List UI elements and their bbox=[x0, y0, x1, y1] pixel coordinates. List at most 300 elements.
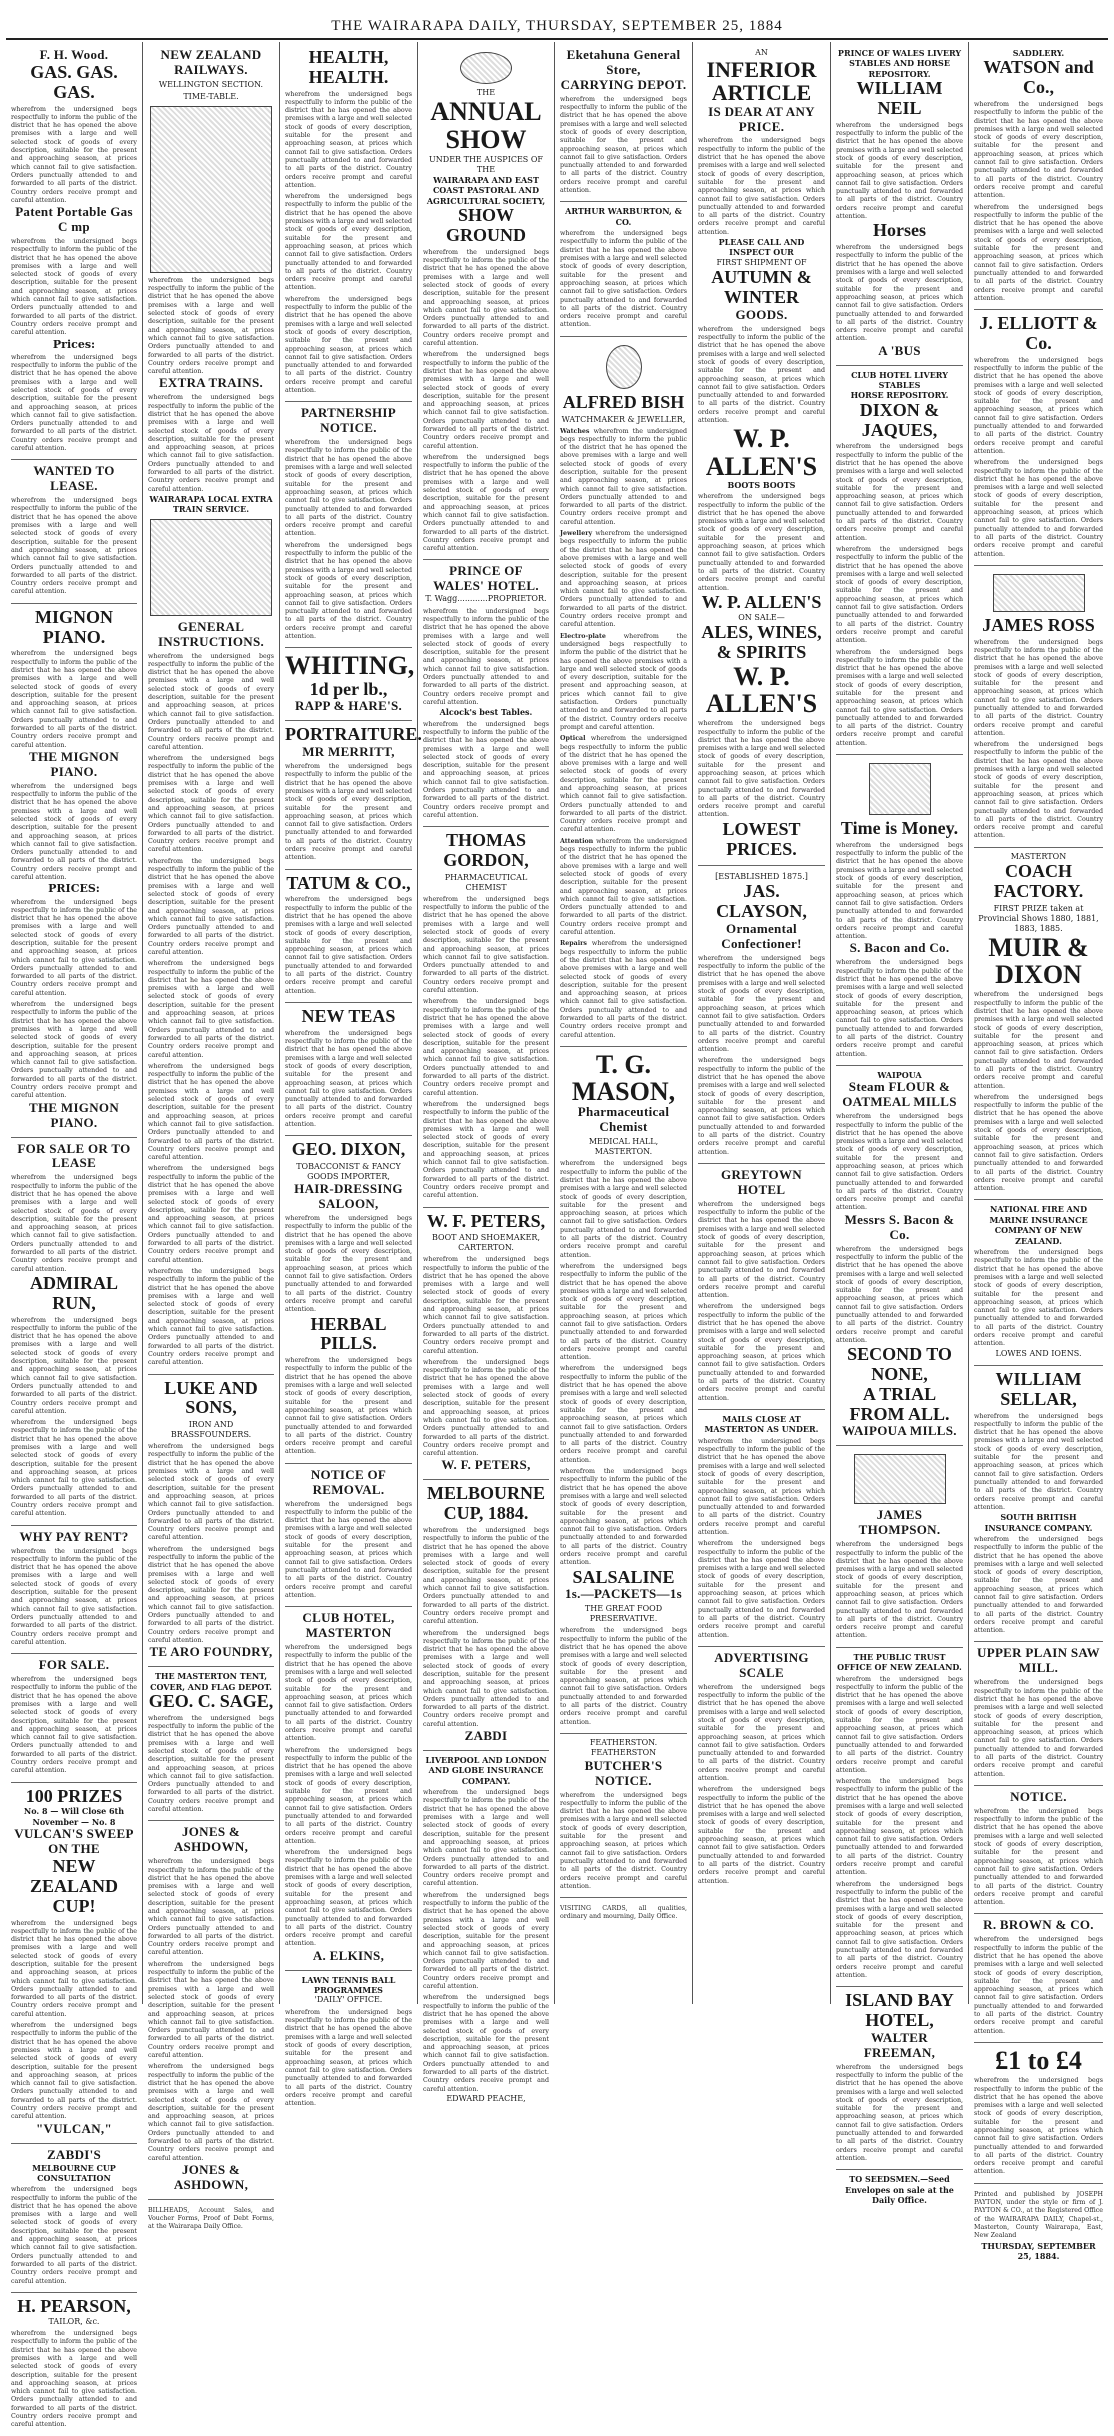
ad-heading: Eketahuna General Store, bbox=[566, 47, 681, 77]
ad-body: BILLHEADS, Account Sales, and Voucher Forms, Proof of Debt Forms, at the Wairarapa Daily Office. bbox=[148, 2206, 274, 2231]
ad-body: wherefrom the undersigned begs respectfully to inform the public of the district that he has opened the above premises with a large and well selected stock of goods of every description, suitable for the present and approaching season, at prices which cannot fail to give satisfaction. Orders punctually attended to and forwarded to all parts of the district. Country orders receive prompt and careful attention. bbox=[836, 1541, 963, 1640]
column-3 bbox=[280, 42, 422, 2108]
ad-heading: ALES, WINES, & SPIRITS bbox=[701, 622, 822, 662]
ad-body: VISITING CARDS, all qualities, ordinary and mourning, Daily Office. bbox=[560, 1905, 687, 1921]
waipoua-mills-ad bbox=[836, 1066, 963, 1446]
ad-heading: £1 to £4 bbox=[995, 2045, 1082, 2075]
ad-body: wherefrom the undersigned begs respectfully to inform the public of the district that he has opened the above premises with a large and well selected stock of goods of every description, suitable for the present and approaching season, at prices which cannot fail to give satisfaction. Orders punctually attended to and forwarded to all parts of the district. Country orders receive prompt and careful attention. bbox=[11, 2022, 137, 2121]
ad-body: wherefrom the undersigned begs respectfully to inform the public of the district that he has opened the above premises with a large and well selected stock of goods of every description, suitable for the present and approaching season, at prices which cannot fail to give satisfaction. Orders punctually attended to and forwarded to all parts of the district. Country orders receive prompt and careful attention. bbox=[698, 325, 825, 424]
ad-heading: NEW ZEALAND RAILWAYS. bbox=[160, 47, 262, 77]
ad-body: wherefrom the undersigned begs respectfully to inform the public of the district that he has opened the above premises with a large and well selected stock of goods of every description, suitable for the present and approaching season, at prices which cannot fail to give satisfaction. Orders punctually attended to and forwarded to all parts of the district. Country orders receive prompt and careful attention. bbox=[11, 2186, 137, 2285]
notice-ad bbox=[974, 1786, 1103, 1915]
ad-heading: J. ELLIOTT & Co. bbox=[979, 313, 1098, 353]
ad-body: wherefrom the undersigned begs respectfully to inform the public of the district that he has opened the above premises with a large and well selected stock of goods of every description, suitable for the present and approaching season, at prices which cannot fail to give satisfaction. Orders punctually attended to and forwarded to all parts of the district. Country orders receive prompt and careful attention. bbox=[11, 353, 137, 452]
ad-heading: NEW TEAS bbox=[301, 1005, 396, 1026]
ad-heading: DIXON & JAQUES, bbox=[859, 399, 940, 440]
ad-line: LIVERPOOL AND LONDON AND GLOBE INSURANCE COMPANY. bbox=[425, 1755, 547, 1786]
ad-body: wherefrom the undersigned begs respectfully to inform the public of the district that he has opened the above premises with a large and well selected stock of goods of every description, suitable for the present and approaching season, at prices which cannot fail to give satisfaction. Orders punctually attended to and forwarded to all parts of the district. Country orders receive prompt and careful attention. bbox=[974, 1093, 1103, 1193]
ad-line: WAIPOUA bbox=[877, 1069, 922, 1080]
ad-heading: S. Bacon and Co. bbox=[849, 940, 950, 956]
luke-ad bbox=[148, 1375, 274, 1668]
ad-body: wherefrom the undersigned begs respectfully to inform the public of the district that he has opened the above premises with a large and well selected stock of goods of every description, suitable for the present and approaching season, at prices which cannot fail to give satisfaction. Orders punctually attended to and forwarded to all parts of the district. Country orders receive prompt and careful attention. bbox=[698, 1683, 825, 1782]
mason-ad bbox=[560, 1047, 687, 1734]
imprint bbox=[974, 2184, 1103, 2268]
ad-body: wherefrom the undersigned begs respectfully to inform the public of the district that he has opened the above premises with a large and well selected stock of goods of every description, suitable for the present and approaching season, at prices which cannot fail to give satisfaction. Orders punctually attended to and forwarded to all parts of the district. Country orders receive prompt and careful attention. bbox=[11, 2330, 137, 2429]
vulcan-ad bbox=[11, 1783, 137, 2144]
ad-body: wherefrom the undersigned begs respectfully to inform the public of the district that he has opened the above premises with a large and well selected stock of goods of every description, suitable for the present and approaching season, at prices which cannot fail to give satisfaction. Orders punctually attended to and forwarded to all parts of the district. Country orders receive prompt and careful attention. bbox=[285, 1357, 412, 1456]
elliott-ad bbox=[974, 310, 1103, 566]
ad-body: wherefrom the undersigned begs respectfully to inform the public of the district that he has opened the above premises with a large and well selected stock of goods of every description, suitable for the present and approaching season, at prices which cannot fail to give satisfaction. Orders punctually attended to and forwarded to all parts of the district. Country orders receive prompt and careful attention. bbox=[148, 857, 274, 956]
ad-line: FIRST PRIZE taken at Provincial Shows 1880, 1881, 1883, 1885. bbox=[978, 903, 1099, 933]
ad-heading: A 'BUS bbox=[878, 342, 921, 358]
brown-ad bbox=[974, 1914, 1103, 2043]
ad-line: LOWES AND IOENS. bbox=[995, 1348, 1082, 1358]
ad-heading: CLUB HOTEL, MASTERTON bbox=[302, 1610, 395, 1641]
section-label: Electro-plate bbox=[560, 632, 606, 640]
ad-body: wherefrom the undersigned begs respectfully to inform the public of the district that he has opened the above premises with a large and well selected stock of goods of every description, suitable for the present and approaching season, at prices which cannot fail to give satisfaction. Orders punctually attended to and forwarded to all parts of the district. Country orders receive prompt and careful attention. bbox=[423, 351, 549, 450]
ad-body: wherefrom the undersigned begs respectfully to inform the public of the district that he has opened the above premises with a large and well selected stock of goods of every description, suitable for the present and approaching season, at prices which cannot fail to give satisfaction. Orders punctually attended to and forwarded to all parts of the district. Country orders receive prompt and careful attention. bbox=[148, 652, 274, 751]
ad-body: wherefrom the undersigned begs respectfully to inform the public of the district that he has opened the above premises with a large and well selected stock of goods of every description, suitable for the present and approaching season, at prices which cannot fail to give satisfaction. Orders punctually attended to and forwarded to all parts of the district. Country orders receive prompt and careful attention. bbox=[836, 244, 963, 343]
ad-heading: WHY PAY RENT? bbox=[19, 1528, 129, 1544]
ad-body: wherefrom the undersigned begs respectfully to inform the public of the district that he has opened the above premises with a large and well selected stock of goods of every description, suitable for the present and approaching season, at prices which cannot fail to give satisfaction. Orders punctually attended to and forwarded to all parts of the district. Country orders receive prompt and careful attention. bbox=[148, 1858, 274, 1957]
bish-ad bbox=[560, 337, 687, 1047]
ad-heading: NOTICE OF REMOVAL. bbox=[310, 1466, 387, 1497]
ad-body: wherefrom the undersigned begs respectfully to inform the public of the district that he has opened the above premises with a large and well selected stock of goods of every description, suitable for the present and approaching season, at prices which cannot fail to give satisfaction. Orders punctually attended to and forwarded to all parts of the district. Country orders receive prompt and careful attention. bbox=[285, 541, 412, 640]
ad-body: wherefrom the undersigned begs respectfully to inform the public of the district that he has opened the above premises with a large and well selected stock of goods of every description, suitable for the present and approaching season, at prices which cannot fail to give satisfaction. Orders punctually attended to and forwarded to all parts of the district. Country orders receive prompt and careful attention. bbox=[285, 1644, 412, 1743]
ad-text: wherefrom the undersigned begs respectfully to inform the public of the district that he has opened the above premises with a large and well selected stock of goods of every description, suitable for the present and approaching season, at prices which cannot fail to give satisfaction. Orders punctually attended to and forwarded to all parts of the district. Country orders receive prompt and careful attention. bbox=[560, 427, 687, 526]
ad-heading: THOMAS GORDON, bbox=[443, 830, 529, 871]
ad-body: wherefrom the undersigned begs respectfully to inform the public of the district that he has opened the above premises with a large and well selected stock of goods of every description, suitable for the present and approaching season, at prices which cannot fail to give satisfaction. Orders punctually attended to and forwarded to all parts of the district. Country orders receive prompt and careful attention. bbox=[836, 1113, 963, 1212]
bacon-time-ad bbox=[836, 755, 963, 1066]
prince-hotel-ad bbox=[423, 560, 549, 827]
ad-heading: Pharmaceutical Chemist bbox=[577, 1104, 670, 1135]
ad-heading: AUTUMN & WINTER bbox=[711, 267, 812, 307]
ad-line: EDWARD PEACHE, bbox=[446, 2093, 526, 2103]
ad-body: wherefrom the undersigned begs respectfully to inform the public of the district that he has opened the above premises with a large and well selected stock of goods of every description, suitable for the present and approaching season, at prices which cannot fail to give satisfaction. Orders punctually attended to and forwarded to all parts of the district. Country orders receive prompt and careful attention. bbox=[836, 1675, 963, 1774]
ad-heading: ALFRED BISH bbox=[562, 391, 685, 412]
ad-heading: 100 PRIZES bbox=[25, 1785, 123, 1806]
ad-heading: HERBAL PILLS. bbox=[310, 1313, 387, 1354]
clayson-ad bbox=[698, 866, 825, 1164]
section-label: Watches bbox=[560, 427, 590, 435]
section-label: Jewellery bbox=[560, 530, 593, 538]
ad-heading: THE MIGNON PIANO. bbox=[28, 1099, 120, 1130]
ad-heading: TATUM & CO., bbox=[286, 872, 411, 893]
ad-heading: ANNUAL SHOW bbox=[430, 97, 542, 154]
ad-line: AN bbox=[755, 48, 768, 57]
ad-heading: MELBOURNE CUP, 1884. bbox=[426, 1483, 545, 1524]
ad-body: wherefrom the undersigned begs respectfully to inform the public of the district that he has opened the above premises with a large and well selected stock of goods of every description, suitable for the present and approaching season, at prices which cannot fail to give satisfaction. Orders punctually attended to and forwarded to all parts of the district. Country orders receive prompt and careful attention. bbox=[423, 453, 549, 553]
ad-body: wherefrom the undersigned begs respectfully to inform the public of the district that he has opened the above premises with a large and well selected stock of goods of every description, suitable for the present and approaching season, at prices which cannot fail to give satisfaction. Orders punctually attended to and forwarded to all parts of the district. Country orders receive prompt and careful attention. bbox=[285, 1029, 412, 1129]
ad-body: wherefrom the undersigned begs respectfully to inform the public of the district that he has opened the above premises with a large and well selected stock of goods of every description, suitable for the present and approaching season, at prices which cannot fail to give satisfaction. Orders punctually attended to and forwarded to all parts of the district. Country orders receive prompt and careful attention. bbox=[285, 1746, 412, 1845]
ad-heading: JAMES ROSS bbox=[982, 614, 1095, 635]
ad-line: TIME-TABLE. bbox=[183, 91, 239, 101]
ad-heading: WILLIAM NEIL bbox=[856, 78, 943, 118]
column-8 bbox=[969, 42, 1108, 2261]
ad-body: wherefrom the undersigned begs respectfully to inform the public of the district that he has opened the above premises with a large and well selected stock of goods of every description, suitable for the present and approaching season, at prices which cannot fail to give satisfaction. Orders punctually attended to and forwarded to all parts of the district. Country orders receive prompt and careful attention. bbox=[148, 2063, 274, 2162]
ad-heading: A. ELKINS, bbox=[312, 1947, 385, 1963]
ad-heading: INFERIOR ARTICLE bbox=[706, 57, 817, 106]
ad-line: MEDICAL HALL, MASTERTON. bbox=[588, 1137, 659, 1157]
ad-body: wherefrom the undersigned begs respectfully to inform the public of the district that he has opened the above premises with a large and well selected stock of goods of every description, suitable for the present and approaching season, at prices which cannot fail to give satisfaction. Orders punctually attended to and forwarded to all parts of the district. Country orders receive prompt and careful attention. bbox=[836, 1880, 963, 1979]
ad-heading: SALSALINE bbox=[572, 1566, 675, 1587]
ad-line: BOOTS BOOTS bbox=[727, 479, 796, 490]
ad-body: wherefrom the undersigned begs respectfully to inform the public of the district that he has opened the above premises with a large and well selected stock of goods of every description, suitable for the present and approaching season, at prices which cannot fail to give satisfaction. Orders punctually attended to and forwarded to all parts of the district. Country orders receive prompt and careful attention. bbox=[836, 443, 963, 542]
ad-body: wherefrom the undersigned begs respectfully to inform the public of the district that he has opened the above premises with a large and well selected stock of goods of every description, suitable for the present and approaching season, at prices which cannot fail to give satisfaction. Orders punctually attended to and forwarded to all parts of the district. Country orders receive prompt and careful attention. bbox=[148, 1165, 274, 1264]
dixon-jaques-ad bbox=[836, 366, 963, 755]
ad-heading: WILLIAM SELLAR, bbox=[995, 1368, 1082, 1409]
ad-body: wherefrom the undersigned begs respectfully to inform the public of the district that he has opened the above premises with a large and well selected stock of goods of every description, suitable for the present and approaching season, at prices which cannot fail to give satisfaction. Orders punctually attended to and forwarded to all parts of the district. Country orders receive prompt and careful attention. bbox=[423, 1891, 549, 1991]
island-bay-ad bbox=[836, 1987, 963, 2170]
ad-body: wherefrom the undersigned begs respectfully to inform the public of the district that he has opened the above premises with a large and well selected stock of goods of every description, suitable for the present and approaching season, at prices which cannot fail to give satisfaction. Orders punctually attended to and forwarded to all parts of the district. Country orders receive prompt and careful attention. bbox=[148, 960, 274, 1059]
ad-body bbox=[560, 530, 687, 630]
melbourne-cup-ad bbox=[423, 1480, 549, 1751]
ad-body: wherefrom the undersigned begs respectfully to inform the public of the district that he has opened the above premises with a large and well selected stock of goods of every description, suitable for the present and approaching season, at prices which cannot fail to give satisfaction. Orders punctually attended to and forwarded to all parts of the district. Country orders receive prompt and careful attention. bbox=[836, 1245, 963, 1344]
ad-body: wherefrom the undersigned begs respectfully to inform the public of the district that he has opened the above premises with a large and well selected stock of goods of every description, suitable for the present and approaching season, at prices which cannot fail to give satisfaction. Orders punctually attended to and forwarded to all parts of the district. Country orders receive prompt and careful attention. bbox=[423, 720, 549, 819]
ad-body: wherefrom the undersigned begs respectfully to inform the public of the district that he has opened the above premises with a large and well selected stock of goods of every description, suitable for the present and approaching season, at prices which cannot fail to give satisfaction. Orders punctually attended to and forwarded to all parts of the district. Country orders receive prompt and careful attention. bbox=[285, 896, 412, 995]
ad-heading: F. H. Wood. bbox=[39, 47, 109, 62]
portraiture-ad bbox=[285, 721, 422, 869]
ad-line: THE PUBLIC TRUST OFFICE OF NEW ZEALAND. bbox=[837, 1651, 962, 1673]
coach-factory-ad bbox=[974, 848, 1103, 1201]
ad-heading: WATSON and Co., bbox=[983, 57, 1094, 98]
ad-heading: LOWEST PRICES. bbox=[722, 818, 801, 859]
ad-line: PHARMACEUTICAL CHEMIST bbox=[444, 872, 528, 892]
masthead bbox=[0, 0, 1114, 40]
ad-body: wherefrom the undersigned begs respectfully to inform the public of the district that he has opened the above premises with a large and well selected stock of goods of every description, suitable for the present and approaching season, at prices which cannot fail to give satisfaction. Orders punctually attended to and forwarded to all parts of the district. Country orders receive prompt and careful attention. bbox=[423, 1100, 549, 1200]
ad-body: wherefrom the undersigned begs respectfully to inform the public of the district that he has opened the above premises with a large and well selected stock of goods of every description, suitable for the present and approaching season, at prices which cannot fail to give satisfaction. Orders punctually attended to and forwarded to all parts of the district. Country orders receive prompt and careful attention. bbox=[560, 1160, 687, 1259]
ad-line: HORSE REPOSITORY. bbox=[850, 390, 949, 401]
pocket-watch-icon bbox=[606, 345, 642, 389]
ad-body: wherefrom the undersigned begs respectfully to inform the public of the district that he has opened the above premises with a large and well selected stock of goods of every description, suitable for the present and approaching season, at prices which cannot fail to give satisfaction. Orders punctually attended to and forwarded to all parts of the district. Country orders receive prompt and careful attention. bbox=[423, 1629, 549, 1728]
ad-body: wherefrom the undersigned begs respectfully to inform the public of the district that he has opened the above premises with a large and well selected stock of goods of every description, suitable for the present and approaching season, at prices which cannot fail to give satisfaction. Orders punctually attended to and forwarded to all parts of the district. Country orders receive prompt and careful attention. bbox=[423, 248, 549, 348]
column-5 bbox=[555, 42, 693, 2004]
thompson-ad bbox=[836, 1446, 963, 1647]
ad-body: wherefrom the undersigned begs respectfully to inform the public of the district that he has opened the above premises with a large and well selected stock of goods of every description, suitable for the present and approaching season, at prices which cannot fail to give satisfaction. Orders punctually attended to and forwarded to all parts of the district. Country orders receive prompt and careful attention. bbox=[974, 2077, 1103, 2176]
ad-line: BOOT AND SHOEMAKER, CARTERTON. bbox=[432, 1233, 540, 1253]
annual-show-ad bbox=[423, 44, 549, 560]
neil-stables-ad bbox=[836, 44, 963, 366]
ad-line: WATCHMAKER & JEWELLER, bbox=[561, 414, 686, 424]
ad-line: LAWN TENNIS BALL PROGRAMMES bbox=[301, 1974, 396, 1996]
imprint-text: Printed and published by JOSEPH PAYTON, under the style or firm of J. PAYTON & CO., at the Registered Office of the WAIRARAPA DAILY, Chapel-st., Masterton, County Wairarapa, East, New Zealand bbox=[974, 2190, 1103, 2240]
ad-heading: GREYTOWN HOTEL bbox=[721, 1166, 802, 1197]
ad-heading: SHOW GROUND bbox=[446, 205, 526, 245]
masthead-title: THE WAIRARAPA DAILY, THURSDAY, SEPTEMBER 25, 1884 bbox=[331, 18, 783, 34]
ad-body: wherefrom the undersigned begs respectfully to inform the public of the district that he has opened the above premises with a large and well selected stock of goods of every description, suitable for the present and approaching season, at prices which cannot fail to give satisfaction. Orders punctually attended to and forwarded to all parts of the district. Country orders receive prompt and careful attention. bbox=[560, 1791, 687, 1890]
ad-body: wherefrom the undersigned begs respectfully to inform the public of the district that he has opened the above premises with a large and well selected stock of goods of every description, suitable for the present and approaching season, at prices which cannot fail to give satisfaction. Orders punctually attended to and forwarded to all parts of the district. Country orders receive prompt and careful attention. bbox=[560, 95, 687, 195]
ad-heading: FOR SALE OR TO LEASE bbox=[17, 1140, 131, 1171]
ad-body: wherefrom the undersigned begs respectfully to inform the public of the district that he has opened the above premises with a large and well selected stock of goods of every description, suitable for the present and approaching season, at prices which cannot fail to give satisfaction. Orders punctually attended to and forwarded to all parts of the district. Country orders receive prompt and careful attention. bbox=[285, 193, 412, 292]
ad-heading: WHITING, bbox=[285, 651, 415, 681]
ad-heading: W. P. ALLEN'S bbox=[701, 591, 822, 612]
ad-line: FIRST SHIPMENT OF bbox=[716, 257, 807, 267]
ad-body: wherefrom the undersigned begs respectfully to inform the public of the district that he has opened the above premises with a large and well selected stock of goods of every description, suitable for the present and approaching season, at prices which cannot fail to give satisfaction. Orders punctually attended to and forwarded to all parts of the district. Country orders receive prompt and careful attention. bbox=[148, 755, 274, 854]
ad-body: wherefrom the undersigned begs respectfully to inform the public of the district that he has opened the above premises with a large and well selected stock of goods of every description, suitable for the present and approaching season, at prices which cannot fail to give satisfaction. Orders punctually attended to and forwarded to all parts of the district. Country orders receive prompt and careful attention. bbox=[11, 1919, 137, 2018]
ad-heading: 1s.—PACKETS—1s bbox=[564, 1586, 682, 1602]
ad-body: wherefrom the undersigned begs respectfully to inform the public of the district that he has opened the above premises with a large and well selected stock of goods of every description, suitable for the present and approaching season, at prices which cannot fail to give satisfaction. Orders punctually attended to and forwarded to all parts of the district. Country orders receive prompt and careful attention. bbox=[698, 493, 825, 592]
saw-mill-ad bbox=[974, 1642, 1103, 1785]
billheads-ad bbox=[148, 2200, 274, 2238]
liverpool-ad bbox=[423, 1751, 549, 2110]
ad-heading: THE MIGNON PIANO. bbox=[28, 748, 120, 779]
for-sale-ad bbox=[11, 1654, 137, 1783]
ad-body: wherefrom the undersigned begs respectfully to inform the public of the district that he has opened the above premises with a large and well selected stock of goods of every description, suitable for the present and approaching season, at prices which cannot fail to give satisfaction. Orders punctually attended to and forwarded to all parts of the district. Country orders receive prompt and careful attention. bbox=[285, 439, 412, 538]
ad-body: wherefrom the undersigned begs respectfully to inform the public of the district that he has opened the above premises with a large and well selected stock of goods of every description, suitable for the present and approaching season, at prices which cannot fail to give satisfaction. Orders punctually attended to and forwarded to all parts of the district. Country orders receive prompt and careful attention. bbox=[974, 1936, 1103, 2035]
ad-body: wherefrom the undersigned begs respectfully to inform the public of the district that he has opened the above premises with a large and well selected stock of goods of every description, suitable for the present and approaching season, at prices which cannot fail to give satisfaction. Orders punctually attended to and forwarded to all parts of the district. Country orders receive prompt and careful attention. bbox=[11, 650, 137, 749]
ad-heading: HEALTH, HEALTH. bbox=[308, 47, 389, 87]
ad-heading: SECOND TO NONE, bbox=[847, 1344, 952, 1384]
lawn-tennis-ad bbox=[285, 1971, 412, 2115]
ad-line: No. 8 — Will Close 6th November — No. 8 bbox=[23, 1806, 125, 1827]
ad-body: wherefrom the undersigned begs respectfully to inform the public of the district that he has opened the above premises with a large and well selected stock of goods of every description, suitable for the present and approaching season, at prices which cannot fail to give satisfaction. Orders punctually attended to and forwarded to all parts of the district. Country orders receive prompt and careful attention. bbox=[11, 1547, 137, 1646]
masthead-rule bbox=[6, 38, 1108, 40]
ad-heading: ADVERTISING SCALE bbox=[714, 1649, 809, 1680]
ad-body: wherefrom the undersigned begs respectfully to inform the public of the district that he has opened the above premises with a large and well selected stock of goods of every description, suitable for the present and approaching season, at prices which cannot fail to give satisfaction. Orders punctually attended to and forwarded to all parts of the district. Country orders receive prompt and careful attention. bbox=[285, 1215, 412, 1314]
ad-body: wherefrom the undersigned begs respectfully to inform the public of the district that he has opened the above premises with a large and well selected stock of goods of every description, suitable for the present and approaching season, at prices which cannot fail to give satisfaction. Orders punctually attended to and forwarded to all parts of the district. Country orders receive prompt and careful attention. bbox=[974, 1249, 1103, 1348]
ad-line: 'DAILY' OFFICE. bbox=[314, 1995, 383, 2005]
ad-line: THE MASTERTON TENT, COVER, AND FLAG DEPOT. bbox=[150, 1671, 272, 1692]
ad-body: wherefrom the undersigned begs respectfully to inform the public of the district that he has opened the above premises with a large and well selected stock of goods of every description, suitable for the present and approaching season, at prices which cannot fail to give satisfaction. Orders punctually attended to and forwarded to all parts of the district. Country orders receive prompt and careful attention. bbox=[148, 1443, 274, 1542]
ad-body: wherefrom the undersigned begs respectfully to inform the public of the district that he has opened the above premises with a large and well selected stock of goods of every description, suitable for the present and approaching season, at prices which cannot fail to give satisfaction. Orders punctually attended to and forwarded to all parts of the district. Country orders receive prompt and careful attention. bbox=[285, 295, 412, 394]
ad-body: wherefrom the undersigned begs respectfully to inform the public of the district that he has opened the above premises with a large and well selected stock of goods of every description, suitable for the present and approaching season, at prices which cannot fail to give satisfaction. Orders punctually attended to and forwarded to all parts of the district. Country orders receive prompt and careful attention. bbox=[285, 1500, 412, 1599]
cart-engraving bbox=[993, 574, 1085, 612]
clock-icon bbox=[869, 763, 931, 815]
ad-line: SOUTH BRITISH INSURANCE COMPANY. bbox=[984, 1512, 1093, 1533]
mails-ad bbox=[698, 1410, 825, 1647]
railways-ad bbox=[148, 44, 274, 1375]
ad-line: [ESTABLISHED 1875.] bbox=[715, 872, 808, 882]
tatum-ad bbox=[285, 870, 412, 1003]
ad-heading: IS DEAR AT ANY PRICE. bbox=[708, 103, 815, 134]
ad-heading: W. P. ALLEN'S bbox=[705, 424, 818, 481]
ad-body: wherefrom the undersigned begs respectfully to inform the public of the district that he has opened the above premises with a large and well selected stock of goods of every description, suitable for the present and approaching season, at prices which cannot fail to give satisfaction. Orders punctually attended to and forwarded to all parts of the district. Country orders receive prompt and careful attention. bbox=[974, 1679, 1103, 1778]
admiral-run-ad bbox=[11, 1138, 137, 1526]
ad-line: Alcock's best Tables. bbox=[439, 707, 533, 718]
ad-body: wherefrom the undersigned begs respectfully to inform the public of the district that he has opened the above premises with a large and well selected stock of goods of every description, suitable for the present and approaching season, at prices which cannot fail to give satisfaction. Orders punctually attended to and forwarded to all parts of the district. Country orders receive prompt and careful attention. bbox=[698, 720, 825, 819]
ad-text: wherefrom the undersigned begs respectfully to inform the public of the district that he has opened the above premises with a large and well selected stock of goods of every description, suitable for the present and approaching season, at prices which cannot fail to give satisfaction. Orders punctually attended to and forwarded to all parts of the district. Country orders receive prompt and careful attention. bbox=[560, 940, 687, 1039]
timetable-graphic bbox=[150, 106, 272, 273]
allen-ad bbox=[698, 44, 825, 866]
rent-ad bbox=[11, 1526, 137, 1655]
public-trust-ad bbox=[836, 1648, 963, 1987]
ad-line: TOBACCONIST & FANCY GOODS IMPORTER, bbox=[296, 1162, 401, 1182]
ad-line: MASTERTON bbox=[1010, 851, 1067, 861]
ad-body: wherefrom the undersigned begs respectfully to inform the public of the district that he has opened the above premises with a large and well selected stock of goods of every description, suitable for the present and approaching season, at prices which cannot fail to give satisfaction. Orders punctually attended to and forwarded to all parts of the district. Country orders receive prompt and careful attention. bbox=[148, 394, 274, 493]
zabdi-ad bbox=[11, 2144, 137, 2293]
ad-heading: BUTCHER'S NOTICE. bbox=[584, 1757, 663, 1788]
national-insurance-ad bbox=[974, 1200, 1103, 1366]
greytown-hotel-ad bbox=[698, 1164, 825, 1410]
ad-heading: W. P. ALLEN'S bbox=[705, 661, 818, 718]
ad-body: wherefrom the undersigned begs respectfully to inform the public of the district that he has opened the above premises with a large and well selected stock of goods of every description, suitable for the present and approaching season, at prices which cannot fail to give satisfaction. Orders punctually attended to and forwarded to all parts of the district. Country orders receive prompt and careful attention. bbox=[148, 1714, 274, 1814]
ad-line: MELBOURNE CUP CONSULTATION bbox=[32, 2162, 116, 2183]
warburton-ad bbox=[560, 202, 687, 336]
ad-body: wherefrom the undersigned begs respectfully to inform the public of the district that he has opened the above premises with a large and well selected stock of goods of every description, suitable for the present and approaching season, at prices which cannot fail to give satisfaction. Orders punctually attended to and forwarded to all parts of the district. Country orders receive prompt and careful attention. bbox=[423, 1994, 549, 2093]
ad-heading: Ornamental Confectioner! bbox=[721, 920, 802, 951]
ad-heading: VULCAN'S SWEEP ON THE bbox=[14, 1826, 134, 1857]
newspaper-columns bbox=[6, 42, 1108, 2429]
ad-body: wherefrom the undersigned begs respectfully to inform the public of the district that he has opened the above premises with a large and well selected stock of goods of every description, suitable for the present and approaching season, at prices which cannot fail to give satisfaction. Orders punctually attended to and forwarded to all parts of the district. Country orders receive prompt and careful attention. bbox=[11, 1419, 137, 1518]
ad-body: wherefrom the undersigned begs respectfully to inform the public of the district that he has opened the above premises with a large and well selected stock of goods of every description, suitable for the present and approaching season, at prices which cannot fail to give satisfaction. Orders punctually attended to and forwarded to all parts of the district. Country orders receive prompt and careful attention. bbox=[11, 898, 137, 997]
ad-heading: WALTER FREEMAN, bbox=[863, 2029, 936, 2060]
ad-heading: "VULCAN," bbox=[36, 2120, 112, 2136]
ad-body: wherefrom the undersigned begs respectfully to inform the public of the district that he has opened the above premises with a large and well selected stock of goods of every description, suitable for the present and approaching season, at prices which cannot fail to give satisfaction. Orders punctually attended to and forwarded to all parts of the district. Country orders receive prompt and careful attention. bbox=[148, 1545, 274, 1644]
ad-body bbox=[560, 633, 687, 733]
ad-line: FEATHERSTON. FEATHERSTON bbox=[589, 1737, 658, 1758]
ad-body: wherefrom the undersigned begs respectfully to inform the public of the district that he has opened the above premises with a large and well selected stock of goods of every description, suitable for the present and approaching season, at prices which cannot fail to give satisfaction. Orders punctually attended to and forwarded to all parts of the district. Country orders receive prompt and careful attention. bbox=[423, 998, 549, 1097]
ad-text: wherefrom the undersigned begs respectfully to inform the public of the district that he has opened the above premises with a large and well selected stock of goods of every description, suitable for the present and approaching season, at prices which cannot fail to give satisfaction. Orders punctually attended to and forwarded to all parts of the district. Country orders receive prompt and careful attention. bbox=[560, 530, 687, 629]
ad-body: wherefrom the undersigned begs respectfully to inform the public of the district that he has opened the above premises with a large and well selected stock of goods of every description, suitable for the present and approaching season, at prices which cannot fail to give satisfaction. Orders punctually attended to and forwarded to all parts of the district. Country orders receive prompt and careful attention. bbox=[148, 276, 274, 376]
money-ad bbox=[974, 2043, 1103, 2184]
ad-heading: JAS. CLAYSON, bbox=[716, 881, 807, 922]
seed-envelopes-ad bbox=[836, 2170, 963, 2211]
ad-body: wherefrom the undersigned begs respectfully to inform the public of the district that he has opened the above premises with a large and well selected stock of goods of every description, suitable for the present and approaching season, at prices which cannot fail to give satisfaction. Orders punctually attended to and forwarded to all parts of the district. Country orders receive prompt and careful attention. bbox=[698, 1786, 825, 1885]
column-1 bbox=[6, 42, 143, 2429]
lease-ad bbox=[11, 460, 137, 603]
piano-ad bbox=[11, 604, 137, 1138]
ad-body: wherefrom the undersigned begs respectfully to inform the public of the district that he has opened the above premises with a large and well selected stock of goods of every description, suitable for the present and approaching season, at prices which cannot fail to give satisfaction. Orders punctually attended to and forwarded to all parts of the district. Country orders receive prompt and careful attention. bbox=[836, 1778, 963, 1877]
eketahuna-ad bbox=[560, 44, 687, 202]
ad-line: THE bbox=[476, 88, 496, 97]
ad-body: wherefrom the undersigned begs respectfully to inform the public of the district that he has opened the above premises with a large and well selected stock of goods of every description, suitable for the present and approaching season, at prices which cannot fail to give satisfaction. Orders punctually attended to and forwarded to all parts of the district. Country orders receive prompt and careful attention. bbox=[423, 1358, 549, 1458]
ad-heading: 1d per lb., bbox=[309, 678, 388, 699]
visiting-cards-ad bbox=[560, 1898, 687, 1928]
ad-heading: PORTRAITURE. bbox=[285, 724, 422, 745]
ad-heading: JAMES THOMPSON. bbox=[858, 1507, 941, 1538]
ad-heading: PRINCE OF WALES' HOTEL. bbox=[433, 563, 539, 594]
ad-heading: MR MERRITT, bbox=[302, 744, 395, 760]
ad-body: wherefrom the undersigned begs respectfully to inform the public of the district that he has opened the above premises with a large and well selected stock of goods of every description, suitable for the present and approaching season, at prices which cannot fail to give satisfaction. Orders punctually attended to and forwarded to all parts of the district. Country orders receive prompt and careful attention. bbox=[974, 100, 1103, 200]
ad-body: wherefrom the undersigned begs respectfully to inform the public of the district that he has opened the above premises with a large and well selected stock of goods of every description, suitable for the present and approaching season, at prices which cannot fail to give satisfaction. Orders punctually attended to and forwarded to all parts of the district. Country orders receive prompt and careful attention. bbox=[836, 121, 963, 221]
pearson-ad bbox=[11, 2293, 137, 2436]
dixon-tobacco-ad bbox=[285, 1136, 412, 1463]
ad-heading: FOR SALE. bbox=[38, 1657, 110, 1673]
ad-heading: WAIPOUA MILLS. bbox=[842, 1423, 957, 1439]
ad-heading: Steam FLOUR & OATMEAL MILLS bbox=[842, 1079, 957, 1110]
ad-body bbox=[560, 735, 687, 835]
ad-body: wherefrom the undersigned begs respectfully to inform the public of the district that he has opened the above premises with a large and well selected stock of goods of every description, suitable for the present and approaching season, at prices which cannot fail to give satisfaction. Orders punctually attended to and forwarded to all parts of the district. Country orders receive prompt and careful attention. bbox=[698, 954, 825, 1054]
gordon-ad bbox=[423, 827, 549, 1207]
ad-heading: NOTICE. bbox=[1010, 1788, 1067, 1804]
ad-body: wherefrom the undersigned begs respectfully to inform the public of the district that he has opened the above premises with a large and well selected stock of goods of every description, suitable for the present and approaching season, at prices which cannot fail to give satisfaction. Orders punctually attended to and forwarded to all parts of the district. Country orders receive prompt and careful attention. bbox=[974, 1807, 1103, 1907]
watson-saddlery-ad bbox=[974, 44, 1103, 310]
ad-heading: PARTNERSHIP NOTICE. bbox=[300, 405, 397, 436]
ad-line: ON SALE— bbox=[738, 612, 785, 622]
ad-line: T. Wagg............PROPRIETOR. bbox=[425, 594, 547, 604]
ad-body: wherefrom the undersigned begs respectfully to inform the public of the district that he has opened the above premises with a large and well selected stock of goods of every description, suitable for the present and approaching season, at prices which cannot fail to give satisfaction. Orders punctually attended to and forwarded to all parts of the district. Country orders receive prompt and careful attention. bbox=[11, 1001, 137, 1100]
ad-heading: GEO. DIXON, bbox=[291, 1139, 406, 1160]
ad-heading: JONES & ASHDOWN, bbox=[173, 1824, 249, 1855]
ad-body: wherefrom the undersigned begs respectfully to inform the public of the district that he has opened the above premises with a large and well selected stock of goods of every description, suitable for the present and approaching season, at prices which cannot fail to give satisfaction. Orders punctually attended to and forwarded to all parts of the district. Country orders receive prompt and careful attention. bbox=[11, 1316, 137, 1415]
ad-heading: WANTED TO LEASE. bbox=[33, 463, 115, 494]
sellar-ad bbox=[974, 1366, 1103, 1643]
ad-heading: COACH FACTORY. bbox=[993, 861, 1084, 901]
tent-ad bbox=[148, 1667, 274, 1821]
ad-line: PLEASE CALL AND INSPECT OUR bbox=[718, 237, 805, 258]
ad-body: wherefrom the undersigned begs respectfully to inform the public of the district that he has opened the above premises with a large and well selected stock of goods of every description, suitable for the present and approaching season, at prices which cannot fail to give satisfaction. Orders punctually attended to and forwarded to all parts of the district. Country orders receive prompt and careful attention. bbox=[698, 1057, 825, 1156]
ad-heading: A TRIAL FROM ALL. bbox=[849, 1383, 950, 1424]
ad-body: wherefrom the undersigned begs respectfully to inform the public of the district that he has opened the above premises with a large and well selected stock of goods of every description, suitable for the present and approaching season, at prices which cannot fail to give satisfaction. Orders punctually attended to and forwarded to all parts of the district. Country orders receive prompt and careful attention. bbox=[11, 1174, 137, 1273]
ad-body: wherefrom the undersigned begs respectfully to inform the public of the district that he has opened the above premises with a large and well selected stock of goods of every description, suitable for the present and approaching season, at prices which cannot fail to give satisfaction. Orders punctually attended to and forwarded to all parts of the district. Country orders receive prompt and careful attention. bbox=[148, 1267, 274, 1367]
ad-body: wherefrom the undersigned begs respectfully to inform the public of the district that he has opened the above premises with a large and well selected stock of goods of every description, suitable for the present and approaching season, at prices which cannot fail to give satisfaction. Orders punctually attended to and forwarded to all parts of the district. Country orders receive prompt and careful attention. bbox=[285, 1849, 412, 1948]
ad-heading: H. PEARSON, bbox=[17, 2295, 131, 2316]
ad-line: CLUB HOTEL LIVERY STABLES bbox=[851, 369, 948, 391]
society-crest-icon bbox=[460, 52, 512, 84]
ad-body: wherefrom the undersigned begs respectfully to inform the public of the district that he has opened the above premises with a large and well selected stock of goods of every description, suitable for the present and approaching season, at prices which cannot fail to give satisfaction. Orders punctually attended to and forwarded to all parts of the district. Country orders receive prompt and careful attention. bbox=[560, 1468, 687, 1567]
ad-heading: TE ARO FOUNDRY, bbox=[149, 1644, 273, 1660]
ad-body bbox=[560, 838, 687, 938]
ad-body: wherefrom the undersigned begs respectfully to inform the public of the district that he has opened the above premises with a large and well selected stock of goods of every description, suitable for the present and approaching season, at prices which cannot fail to give satisfaction. Orders punctually attended to and forwarded to all parts of the district. Country orders receive prompt and careful attention. bbox=[698, 137, 825, 236]
ad-heading: Messrs S. Bacon & Co. bbox=[844, 1211, 955, 1242]
ad-heading: GEO. C. SAGE, bbox=[148, 1690, 274, 1711]
ad-body: wherefrom the undersigned begs respectfully to inform the public of the district that he has opened the above premises with a large and well selected stock of goods of every description, suitable for the present and approaching season, at prices which cannot fail to give satisfaction. Orders punctually attended to and forwarded to all parts of the district. Country orders receive prompt and careful attention. bbox=[698, 1540, 825, 1639]
ad-heading: T. G. MASON, bbox=[571, 1049, 676, 1107]
ad-body: wherefrom the undersigned begs respectfully to inform the public of the district that he has opened the above premises with a large and well selected stock of goods of every description, suitable for the present and approaching season, at prices which cannot fail to give satisfaction. Orders punctually attended to and forwarded to all parts of the district. Country orders receive prompt and careful attention. bbox=[836, 959, 963, 1058]
ad-heading: GENERAL INSTRUCTIONS. bbox=[157, 618, 265, 649]
ad-body: wherefrom the undersigned begs respectfully to inform the public of the district that he has opened the above premises with a large and well selected stock of goods of every description, suitable for the present and approaching season, at prices which cannot fail to give satisfaction. Orders punctually attended to and forwarded to all parts of the district. Country orders receive prompt and careful attention. bbox=[836, 2063, 963, 2162]
timetable-graphic bbox=[150, 519, 272, 616]
ad-line: TO SEEDSMEN.—Seed Envelopes on sale at the Daily Office. bbox=[845, 2174, 954, 2206]
section-label: Attention bbox=[560, 837, 594, 845]
ad-text: wherefrom the undersigned begs respectfully to inform the public of the district that he has opened the above premises with a large and well selected stock of goods of every description, suitable for the present and approaching season, at prices which cannot fail to give satisfaction. Orders punctually attended to and forwarded to all parts of the district. Country orders receive prompt and careful attention. bbox=[560, 632, 687, 731]
ad-body: wherefrom the undersigned begs respectfully to inform the public of the district that he has opened the above premises with a large and well selected stock of goods of every description, suitable for the present and approaching season, at prices which cannot fail to give satisfaction. Orders punctually attended to and forwarded to all parts of the district. Country orders receive prompt and careful attention. bbox=[423, 1526, 549, 1626]
ad-body: wherefrom the undersigned begs respectfully to inform the public of the district that he has opened the above premises with a large and well selected stock of goods of every description, suitable for the present and approaching season, at prices which cannot fail to give satisfaction. Orders punctually attended to and forwarded to all parts of the district. Country orders receive prompt and careful attention. bbox=[11, 237, 137, 337]
ad-heading: CARRYING DEPOT. bbox=[560, 76, 687, 92]
ad-heading: HAIR-DRESSING SALOON, bbox=[294, 1181, 403, 1212]
ad-heading: Horses bbox=[873, 220, 926, 241]
jones-ad bbox=[148, 1821, 274, 2199]
ad-body: wherefrom the undersigned begs respectfully to inform the public of the district that he has opened the above premises with a large and well selected stock of goods of every description, suitable for the present and approaching season, at prices which cannot fail to give satisfaction. Orders punctually attended to and forwarded to all parts of the district. Country orders receive prompt and careful attention. bbox=[974, 991, 1103, 1090]
ad-heading: W. F. PETERS, bbox=[441, 1457, 531, 1473]
ad-body: wherefrom the undersigned begs respectfully to inform the public of the district that he has opened the above premises with a large and well selected stock of goods of every description, suitable for the present and approaching season, at prices which cannot fail to give satisfaction. Orders punctually attended to and forwarded to all parts of the district. Country orders receive prompt and careful attention. bbox=[285, 763, 412, 862]
removal-ad bbox=[285, 1464, 412, 1607]
ad-body bbox=[560, 940, 687, 1040]
ad-body: wherefrom the undersigned begs respectfully to inform the public of the district that he has opened the above premises with a large and well selected stock of goods of every description, suitable for the present and approaching season, at prices which cannot fail to give satisfaction. Orders punctually attended to and forwarded to all parts of the district. Country orders receive prompt and careful attention. bbox=[698, 1303, 825, 1402]
ad-line: TAILOR, &c. bbox=[48, 2316, 100, 2326]
ad-heading: UPPER PLAIN SAW MILL. bbox=[977, 1645, 1100, 1676]
ad-body: wherefrom the undersigned begs respectfully to inform the public of the district that he has opened the above premises with a large and well selected stock of goods of every description, suitable for the present and approaching season, at prices which cannot fail to give satisfaction. Orders punctually attended to and forwarded to all parts of the district. Country orders receive prompt and careful attention. bbox=[11, 497, 137, 596]
ad-heading: MUIR & DIXON bbox=[988, 932, 1089, 990]
ad-line: NATIONAL FIRE AND MARINE INSURANCE COMPANY OF NEW ZEALAND. bbox=[989, 1204, 1088, 1246]
ad-line: MAILS CLOSE AT MASTERTON AS UNDER. bbox=[704, 1413, 819, 1435]
ad-body: wherefrom the undersigned begs respectfully to inform the public of the district that he has opened the above premises with a large and well selected stock of goods of every description, suitable for the present and approaching season, at prices which cannot fail to give satisfaction. Orders punctually attended to and forwarded to all parts of the district. Country orders receive prompt and careful attention. bbox=[285, 90, 412, 189]
ad-heading: JONES & ASHDOWN, bbox=[173, 2161, 249, 2192]
ad-body: wherefrom the undersigned begs respectfully to inform the public of the district that he has opened the above premises with a large and well selected stock of goods of every description, suitable for the present and approaching season, at prices which cannot fail to give satisfaction. Orders punctually attended to and forwarded to all parts of the district. Country orders receive prompt and careful attention. bbox=[285, 2008, 412, 2108]
ad-line: SADDLERY. bbox=[1012, 48, 1065, 58]
section-label: Repairs bbox=[560, 940, 587, 948]
ad-heading: ISLAND BAY HOTEL, bbox=[845, 1990, 954, 2031]
ad-body: wherefrom the undersigned begs respectfully to inform the public of the district that he has opened the above premises with a large and well selected stock of goods of every description, suitable for the present and approaching season, at prices which cannot fail to give satisfaction. Orders punctually attended to and forwarded to all parts of the district. Country orders receive prompt and careful attention. bbox=[974, 1535, 1103, 1635]
ad-heading: Patent Portable Gas C mp bbox=[15, 204, 133, 235]
ad-body: wherefrom the undersigned begs respectfully to inform the public of the district that he has opened the above premises with a large and well selected stock of goods of every description, suitable for the present and approaching season, at prices which cannot fail to give satisfaction. Orders punctually attended to and forwarded to all parts of the district. Country orders receive prompt and careful attention. bbox=[974, 459, 1103, 558]
ad-body: wherefrom the undersigned begs respectfully to inform the public of the district that he has opened the above premises with a large and well selected stock of goods of every description, suitable for the present and approaching season, at prices which cannot fail to give satisfaction. Orders punctually attended to and forwarded to all parts of the district. Country orders receive prompt and careful attention. bbox=[148, 1062, 274, 1162]
ad-body bbox=[560, 428, 687, 528]
ad-heading: W. F. PETERS, bbox=[426, 1210, 546, 1231]
ad-line: WAIRARAPA LOCAL EXTRA TRAIN SERVICE. bbox=[149, 493, 273, 515]
ad-line: UNDER THE AUSPICES OF THE bbox=[429, 154, 543, 174]
column-4 bbox=[418, 42, 555, 2103]
butcher-ad bbox=[560, 1734, 687, 1898]
ad-line: IRON AND BRASSFOUNDERS. bbox=[170, 1420, 252, 1440]
ad-heading: Prices: bbox=[52, 337, 96, 351]
ad-heading: ZABDI'S bbox=[46, 2146, 102, 2162]
ad-body: wherefrom the undersigned begs respectfully to inform the public of the district that he has opened the above premises with a large and well selected stock of goods of every description, suitable for the present and approaching season, at prices which cannot fail to give satisfaction. Orders punctually attended to and forwarded to all parts of the district. Country orders receive prompt and careful attention. bbox=[560, 1262, 687, 1362]
ad-body: wherefrom the undersigned begs respectfully to inform the public of the district that he has opened the above premises with a large and well selected stock of goods of every description, suitable for the present and approaching season, at prices which cannot fail to give satisfaction. Orders punctually attended to and forwarded to all parts of the district. Country orders receive prompt and careful attention. bbox=[423, 1256, 549, 1355]
factory-engraving bbox=[854, 1454, 946, 1504]
ad-body: wherefrom the undersigned begs respectfully to inform the public of the district that he has opened the above premises with a large and well selected stock of goods of every description, suitable for the present and approaching season, at prices which cannot fail to give satisfaction. Orders punctually attended to and forwarded to all parts of the district. Country orders receive prompt and careful attention. bbox=[11, 782, 137, 882]
ad-text: wherefrom the undersigned begs respectfully to inform the public of the district that he has opened the above premises with a large and well selected stock of goods of every description, suitable for the present and approaching season, at prices which cannot fail to give satisfaction. Orders punctually attended to and forwarded to all parts of the district. Country orders receive prompt and careful attention. bbox=[560, 837, 687, 937]
